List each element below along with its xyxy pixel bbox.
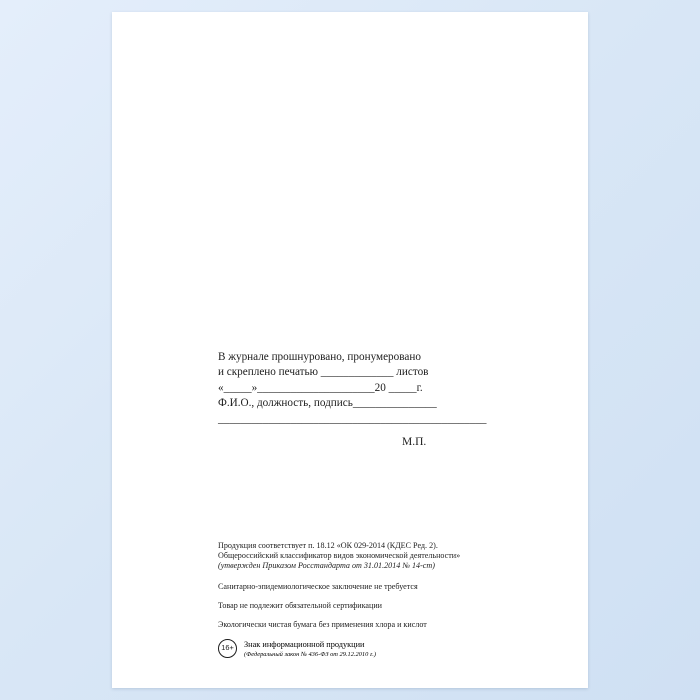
document-page: [112, 12, 588, 688]
age-mark-title: Знак информационной продукции: [244, 640, 365, 649]
sealing-statement-block: [218, 350, 518, 427]
age-rating-text: [244, 639, 376, 659]
age-rating-row: [218, 639, 376, 659]
stamp-place-label: М.П.: [402, 436, 427, 448]
sealing-blank-rule: ________________________________________________: [218, 412, 487, 425]
certification-note: Товар не подлежит обязательной сертификации: [218, 600, 383, 610]
product-compliance-line-2: Общероссийский классификатор видов экономической деятельности»: [218, 551, 461, 561]
legal-footer-block: [218, 541, 548, 639]
product-compliance-line-3: (утвержден Приказом Росстандарта от 31.01.2014 № 14-ст): [218, 561, 435, 571]
age-mark-law-reference: (Федеральный закон № 436-ФЗ от 29.12.2010 г.): [244, 651, 377, 658]
sealing-signature-line: Ф.И.О., должность, подпись_______________: [218, 397, 437, 410]
sealing-line-2: и скреплено печатью _____________ листов: [218, 366, 429, 379]
sanitary-conclusion-note: Санитарно-эпидемиологическое заключение не требуется: [218, 581, 418, 591]
product-compliance-line-1: Продукция соответствует п. 18.12 «ОК 029-2014 (КДЕС Ред. 2).: [218, 541, 438, 550]
product-compliance-paragraph: [218, 541, 548, 572]
sealing-date-line: «_____»_____________________20 _____г.: [218, 381, 423, 394]
eco-paper-note: Экологически чистая бумага без применения хлора и кислот: [218, 620, 427, 630]
age-rating-badge-icon: 16+: [218, 639, 237, 658]
sealing-line-1: В журнале прошнуровано, пронумеровано: [218, 351, 421, 363]
